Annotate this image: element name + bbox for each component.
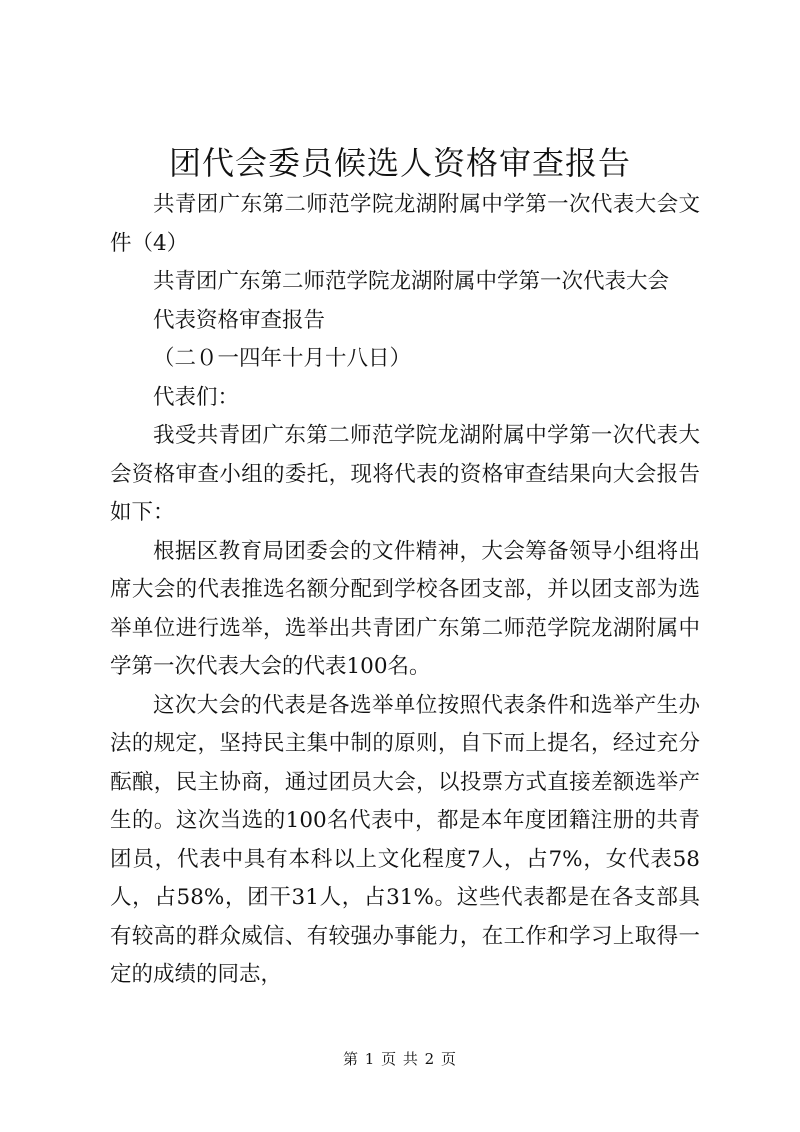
paragraph-file-header: 共青团广东第二师范学院龙湖附属中学第一次代表大会文件（4） (110, 192, 700, 256)
paragraph-representative-details: 这次大会的代表是各选举单位按照代表条件和选举产生办法的规定，坚持民主集中制的原则，自下而上提名，经过充分酝酿，民主协商，通过团员大会，以投票方式直接差额选举产生的。这次当选的100名代表中，都是本年度团籍注册的共青团员，代表中具有本科以上文化程度7人，占7%，女代表58人，占58%，团干31人，占31%。这些代表都是在各支部具有较高的群众威信、有较强办事能力，在工作和学习上取得一定的成绩的同志， (110, 692, 700, 987)
paragraph-report-subtitle: 代表资格审查报告 (153, 307, 326, 333)
paragraph-election-basis: 根据区教育局团委会的文件精神，大会筹备领导小组将出席大会的代表推选名额分配到学校各团支部，并以团支部为选举单位进行选举，选举出共青团广东第二师范学院龙湖附属中学第一次代表大会的代表100名。 (110, 538, 700, 679)
paragraph-meeting-name: 共青团广东第二师范学院龙湖附属中学第一次代表大会 (153, 269, 670, 294)
page-footer: 第 1 页 共 2 页 (343, 1050, 457, 1068)
paragraph-salutation: 代表们： (153, 384, 240, 410)
document-body (110, 186, 700, 995)
paragraph-intro: 我受共青团广东第二师范学院龙湖附属中学第一次代表大会资格审查小组的委托，现将代表的资格审查结果向大会报告如下： (110, 423, 700, 525)
paragraph-date: （二０一四年十月十八日） (153, 346, 412, 371)
document-title: 团代会委员候选人资格审查报告 (168, 144, 631, 182)
